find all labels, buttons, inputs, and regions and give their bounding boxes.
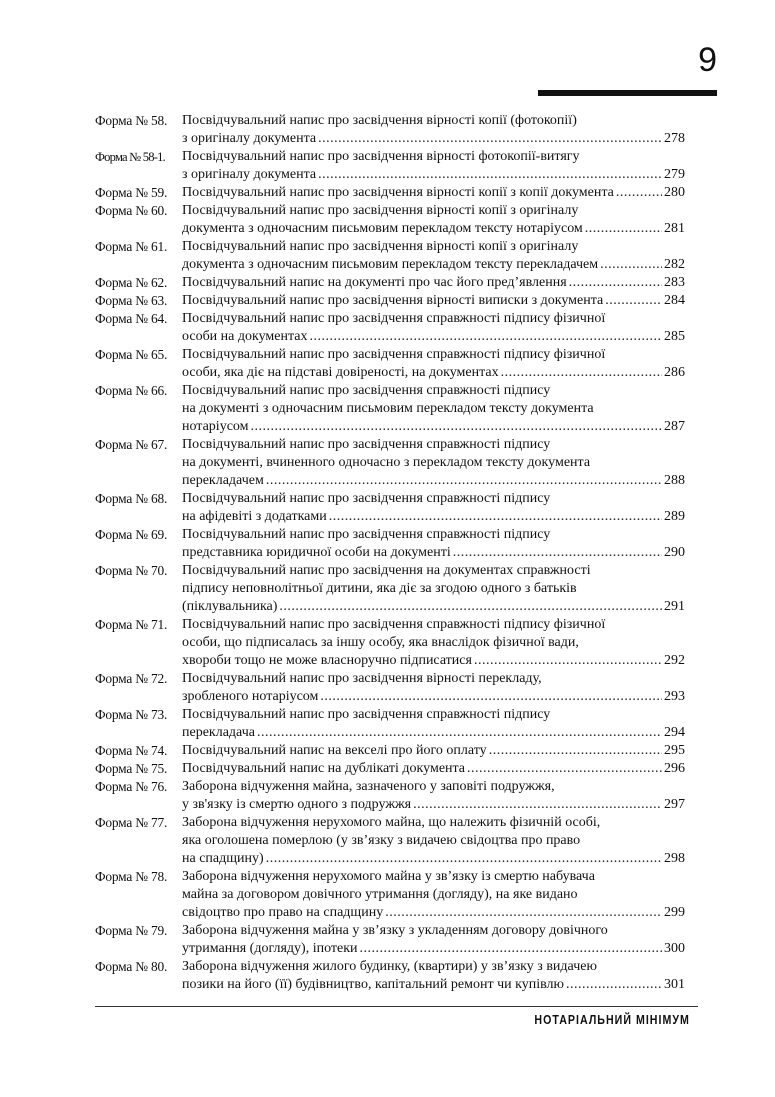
footer-rule bbox=[95, 1006, 698, 1007]
dot-leader bbox=[320, 688, 662, 706]
toc-entry-page-number: 292 bbox=[664, 653, 685, 668]
toc-entry-label: Форма № 58. bbox=[95, 113, 168, 128]
toc-entry-last-line bbox=[182, 796, 685, 814]
toc-entry-title-line: Посвідчувальний напис про засвідчення вірності копії з копії документа bbox=[182, 185, 614, 200]
toc-entry bbox=[95, 238, 685, 274]
toc-entry bbox=[95, 112, 685, 148]
header-rule bbox=[538, 90, 717, 96]
toc-entry-body bbox=[182, 202, 685, 238]
toc-entry-label: Форма № 79. bbox=[95, 923, 168, 938]
dot-leader bbox=[257, 724, 662, 742]
toc-entry-title-line: утримання (догляду), іпотеки bbox=[182, 941, 358, 956]
toc-entry-body bbox=[182, 184, 685, 202]
toc-entry-title-line: документа з одночасним письмовим перекладом тексту перекладачем bbox=[182, 257, 599, 272]
toc-entry-body bbox=[182, 562, 685, 616]
toc-entry bbox=[95, 562, 685, 616]
toc-entry-last-line bbox=[182, 850, 685, 868]
toc-entry-label: Форма № 63. bbox=[95, 293, 168, 308]
toc-entry-body bbox=[182, 346, 685, 382]
toc-entry-body bbox=[182, 274, 685, 292]
toc-entry-page-number: 288 bbox=[664, 473, 685, 488]
toc-entry-last-line bbox=[182, 220, 685, 238]
toc-entry bbox=[95, 742, 685, 760]
toc-entry-label: Форма № 65. bbox=[95, 347, 168, 362]
dot-leader bbox=[413, 796, 662, 814]
toc-entry-title-line: Посвідчувальний напис про засвідчення справжності підпису фізичної bbox=[182, 311, 606, 326]
toc-entry-label: Форма № 67. bbox=[95, 437, 168, 452]
toc-entry-title-line: (піклувальника) bbox=[182, 599, 278, 614]
toc-entry-body bbox=[182, 616, 685, 670]
toc-entry-title-line: Посвідчувальний напис про засвідчення вірності перекладу, bbox=[182, 671, 542, 686]
toc-entry-body bbox=[182, 760, 685, 778]
toc-entry-label: Форма № 69. bbox=[95, 527, 168, 542]
toc-entry-page-number: 285 bbox=[664, 329, 685, 344]
toc-entry-title-line: документа з одночасним письмовим перекладом тексту нотаріусом bbox=[182, 221, 583, 236]
toc-entry-label: Форма № 59. bbox=[95, 185, 168, 200]
toc-entry-body bbox=[182, 868, 685, 922]
toc-entry bbox=[95, 670, 685, 706]
toc-entry-label: Форма № 68. bbox=[95, 491, 168, 506]
toc-entry-label: Форма № 77. bbox=[95, 815, 168, 830]
dot-leader bbox=[605, 292, 662, 310]
dot-leader bbox=[501, 364, 662, 382]
toc-entry-label: Форма № 80. bbox=[95, 959, 168, 974]
toc-entry-body bbox=[182, 436, 685, 490]
toc-entry bbox=[95, 382, 685, 436]
dot-leader bbox=[266, 850, 662, 868]
toc-entry-title-line: особи, яка діє на підставі довіреності, на документах bbox=[182, 365, 499, 380]
toc-entry-last-line bbox=[182, 904, 685, 922]
toc-entry-title-line: Посвідчувальний напис про засвідчення на документах справжності bbox=[182, 563, 591, 578]
toc-entry-body bbox=[182, 148, 685, 184]
toc-entry-last-line bbox=[182, 256, 685, 274]
toc-entry-page-number: 301 bbox=[664, 977, 685, 992]
dot-leader bbox=[385, 904, 662, 922]
toc-entry-title-line: Заборона відчуження жилого будинку, (квартири) у зв’язку з видачею bbox=[182, 959, 597, 974]
toc-entry-title-line: на спадщину) bbox=[182, 851, 264, 866]
toc-entry-label: Форма № 76. bbox=[95, 779, 168, 794]
dot-leader bbox=[360, 940, 662, 958]
toc-entry-page-number: 280 bbox=[664, 185, 685, 200]
toc-entry-label: Форма № 64. bbox=[95, 311, 168, 326]
toc-entry-page-number: 279 bbox=[664, 167, 685, 182]
toc-entry-body bbox=[182, 292, 685, 310]
toc-entry-title-line: позики на його (її) будівництво, капітальний ремонт чи купівлю bbox=[182, 977, 564, 992]
toc-entry bbox=[95, 868, 685, 922]
page-number: 9 bbox=[698, 41, 717, 79]
dot-leader bbox=[318, 130, 662, 148]
toc-entry bbox=[95, 310, 685, 346]
toc-entry-title-line: Посвідчувальний напис на дублікаті документа bbox=[182, 761, 466, 776]
toc-entry-page-number: 298 bbox=[664, 851, 685, 866]
dot-leader bbox=[467, 760, 662, 778]
toc-entry-label: Форма № 71. bbox=[95, 617, 168, 632]
toc-entry-page-number: 286 bbox=[664, 365, 685, 380]
toc-entry-title-line: Посвідчувальний напис про засвідчення справжності підпису bbox=[182, 437, 551, 452]
toc-entry-body bbox=[182, 742, 685, 760]
toc-entry-last-line bbox=[182, 760, 685, 778]
toc-entry-last-line bbox=[182, 508, 685, 526]
toc-entry bbox=[95, 922, 685, 958]
toc-entry-title-line: підпису неповнолітньої дитини, яка діє за згодою одного з батьків bbox=[182, 581, 577, 596]
toc-entry-body bbox=[182, 922, 685, 958]
toc-entry-label: Форма № 75. bbox=[95, 761, 168, 776]
dot-leader bbox=[453, 544, 662, 562]
toc-entry-title-line: Посвідчувальний напис на документі про час його пред’явлення bbox=[182, 275, 567, 290]
toc-entry-body bbox=[182, 382, 685, 436]
toc-entry-last-line bbox=[182, 184, 685, 202]
toc-entry-title-line: перекладачем bbox=[182, 473, 264, 488]
toc-entry-title-line: свідоцтво про право на спадщину bbox=[182, 905, 384, 920]
toc-entry-title-line: у зв'язку із смертю одного з подружжя bbox=[182, 797, 412, 812]
toc-entry-title-line: Заборона відчуження нерухомого майна у зв’язку із смертю набувача bbox=[182, 869, 595, 884]
toc-entry bbox=[95, 274, 685, 292]
toc-entry-title-line: Посвідчувальний напис про засвідчення справжності підпису bbox=[182, 383, 551, 398]
toc-entry-title-line: Посвідчувальний напис про засвідчення вірності копії з оригіналу bbox=[182, 203, 579, 218]
toc-entry-body bbox=[182, 670, 685, 706]
toc-entry-label: Форма № 74. bbox=[95, 743, 168, 758]
toc-entry-body bbox=[182, 310, 685, 346]
toc-entry-title-line: з оригіналу документа bbox=[182, 167, 317, 182]
toc-entry bbox=[95, 958, 685, 994]
toc-entry-title-line: Заборона відчуження нерухомого майна, що належить фізичній особі, bbox=[182, 815, 601, 830]
toc-entry-title-line: Посвідчувальний напис про засвідчення справжності підпису bbox=[182, 527, 551, 542]
toc-entry-body bbox=[182, 778, 685, 814]
toc-entry-page-number: 278 bbox=[664, 131, 685, 146]
toc-entry-title-line: особи, що підписалась за іншу особу, яка внаслідок фізичної вади, bbox=[182, 635, 579, 650]
toc-entry-title-line: Посвідчувальний напис про засвідчення вірності копії (фотокопії) bbox=[182, 113, 577, 128]
toc-entry-page-number: 284 bbox=[664, 293, 685, 308]
toc-entry bbox=[95, 148, 685, 184]
toc-entry-page-number: 297 bbox=[664, 797, 685, 812]
dot-leader bbox=[585, 220, 662, 238]
dot-leader bbox=[600, 256, 662, 274]
toc-entry-last-line bbox=[182, 292, 685, 310]
toc-entry-last-line bbox=[182, 724, 685, 742]
toc-entry bbox=[95, 436, 685, 490]
toc-entry-title-line: яка оголошена померлою (у зв’язку з видачею свідоцтва про право bbox=[182, 833, 581, 848]
toc-entry-title-line: представника юридичної особи на документі bbox=[182, 545, 451, 560]
toc-entry-page-number: 289 bbox=[664, 509, 685, 524]
toc-entry-page-number: 299 bbox=[664, 905, 685, 920]
toc-entry bbox=[95, 202, 685, 238]
toc-entry-last-line bbox=[182, 742, 685, 760]
toc-entry-label: Форма № 78. bbox=[95, 869, 168, 884]
toc-entry-last-line bbox=[182, 274, 685, 292]
toc-entry-title-line: майна за договором довічного утримання (догляду), на яке видано bbox=[182, 887, 578, 902]
toc-entry-title-line: хвороби тощо не може власноручно підписатися bbox=[182, 653, 472, 668]
toc-entry bbox=[95, 778, 685, 814]
toc-entry-page-number: 287 bbox=[664, 419, 685, 434]
dot-leader bbox=[329, 508, 662, 526]
toc-entry-page-number: 281 bbox=[664, 221, 685, 236]
toc-entry-label: Форма № 61. bbox=[95, 239, 168, 254]
toc-entry-title-line: Посвідчувальний напис на векселі про його оплату bbox=[182, 743, 487, 758]
toc-entry-body bbox=[182, 238, 685, 274]
table-of-contents bbox=[95, 112, 685, 994]
toc-entry-last-line bbox=[182, 364, 685, 382]
toc-entry-last-line bbox=[182, 544, 685, 562]
toc-entry-label: Форма № 70. bbox=[95, 563, 168, 578]
toc-entry-title-line: Посвідчувальний напис про засвідчення справжності підпису bbox=[182, 707, 551, 722]
toc-entry-title-line: Заборона відчуження майна у зв’язку з укладенням договору довічного bbox=[182, 923, 608, 938]
toc-entry-title-line: особи на документах bbox=[182, 329, 308, 344]
toc-entry-title-line: Посвідчувальний напис про засвідчення вірності виписки з документа bbox=[182, 293, 604, 308]
dot-leader bbox=[318, 166, 662, 184]
toc-entry bbox=[95, 706, 685, 742]
dot-leader bbox=[474, 652, 662, 670]
dot-leader bbox=[251, 418, 662, 436]
toc-entry-title-line: на афідевіті з додатками bbox=[182, 509, 327, 524]
toc-entry-page-number: 290 bbox=[664, 545, 685, 560]
toc-entry-body bbox=[182, 814, 685, 868]
toc-entry bbox=[95, 184, 685, 202]
toc-entry-last-line bbox=[182, 652, 685, 670]
toc-entry-title-line: зробленого нотаріусом bbox=[182, 689, 319, 704]
dot-leader bbox=[489, 742, 662, 760]
toc-entry-title-line: з оригіналу документа bbox=[182, 131, 317, 146]
toc-entry-title-line: на документі з одночасним письмовим перекладом тексту документа bbox=[182, 401, 594, 416]
toc-entry bbox=[95, 490, 685, 526]
toc-entry-label: Форма № 62. bbox=[95, 275, 168, 290]
toc-entry-last-line bbox=[182, 976, 685, 994]
dot-leader bbox=[616, 184, 662, 202]
footer-title: НОТАРІАЛЬНИЙ МІНІМУМ bbox=[534, 1013, 690, 1027]
toc-entry-page-number: 295 bbox=[664, 743, 685, 758]
toc-entry-body bbox=[182, 490, 685, 526]
toc-entry-page-number: 291 bbox=[664, 599, 685, 614]
toc-entry-page-number: 296 bbox=[664, 761, 685, 776]
toc-entry-body bbox=[182, 112, 685, 148]
toc-entry-last-line bbox=[182, 472, 685, 490]
toc-entry-last-line bbox=[182, 598, 685, 616]
toc-entry-last-line bbox=[182, 328, 685, 346]
dot-leader bbox=[569, 274, 662, 292]
dot-leader bbox=[566, 976, 662, 994]
toc-entry-last-line bbox=[182, 418, 685, 436]
toc-entry-page-number: 294 bbox=[664, 725, 685, 740]
toc-entry-title-line: Посвідчувальний напис про засвідчення вірності фотокопії-витягу bbox=[182, 149, 580, 164]
toc-entry-last-line bbox=[182, 130, 685, 148]
toc-entry-page-number: 283 bbox=[664, 275, 685, 290]
toc-entry-last-line bbox=[182, 688, 685, 706]
toc-entry-title-line: на документі, вчиненного одночасно з перекладом тексту документа bbox=[182, 455, 591, 470]
toc-entry-page-number: 300 bbox=[664, 941, 685, 956]
toc-entry bbox=[95, 346, 685, 382]
toc-entry-page-number: 293 bbox=[664, 689, 685, 704]
toc-entry-label: Форма № 58-1. bbox=[95, 150, 165, 164]
toc-entry-title-line: Посвідчувальний напис про засвідчення справжності підпису bbox=[182, 491, 551, 506]
toc-entry-label: Форма № 73. bbox=[95, 707, 168, 722]
toc-entry-label: Форма № 72. bbox=[95, 671, 168, 686]
toc-entry bbox=[95, 526, 685, 562]
toc-entry-body bbox=[182, 706, 685, 742]
toc-entry bbox=[95, 814, 685, 868]
toc-entry-title-line: Посвідчувальний напис про засвідчення справжності підпису фізичної bbox=[182, 347, 606, 362]
toc-entry-title-line: Посвідчувальний напис про засвідчення вірності копії з оригіналу bbox=[182, 239, 579, 254]
toc-entry-title-line: Посвідчувальний напис про засвідчення справжності підпису фізичної bbox=[182, 617, 606, 632]
dot-leader bbox=[279, 598, 662, 616]
toc-entry-title-line: Заборона відчуження майна, зазначеного у заповіті подружжя, bbox=[182, 779, 555, 794]
toc-entry-title-line: перекладача bbox=[182, 725, 255, 740]
toc-entry bbox=[95, 760, 685, 778]
toc-entry bbox=[95, 616, 685, 670]
toc-entry-label: Форма № 66. bbox=[95, 383, 168, 398]
toc-entry-last-line bbox=[182, 166, 685, 184]
dot-leader bbox=[266, 472, 662, 490]
toc-entry-body bbox=[182, 526, 685, 562]
dot-leader bbox=[310, 328, 663, 346]
toc-entry-last-line bbox=[182, 940, 685, 958]
toc-entry-title-line: нотаріусом bbox=[182, 419, 249, 434]
toc-entry-body bbox=[182, 958, 685, 994]
toc-entry-label: Форма № 60. bbox=[95, 203, 168, 218]
toc-entry bbox=[95, 292, 685, 310]
toc-entry-page-number: 282 bbox=[664, 257, 685, 272]
